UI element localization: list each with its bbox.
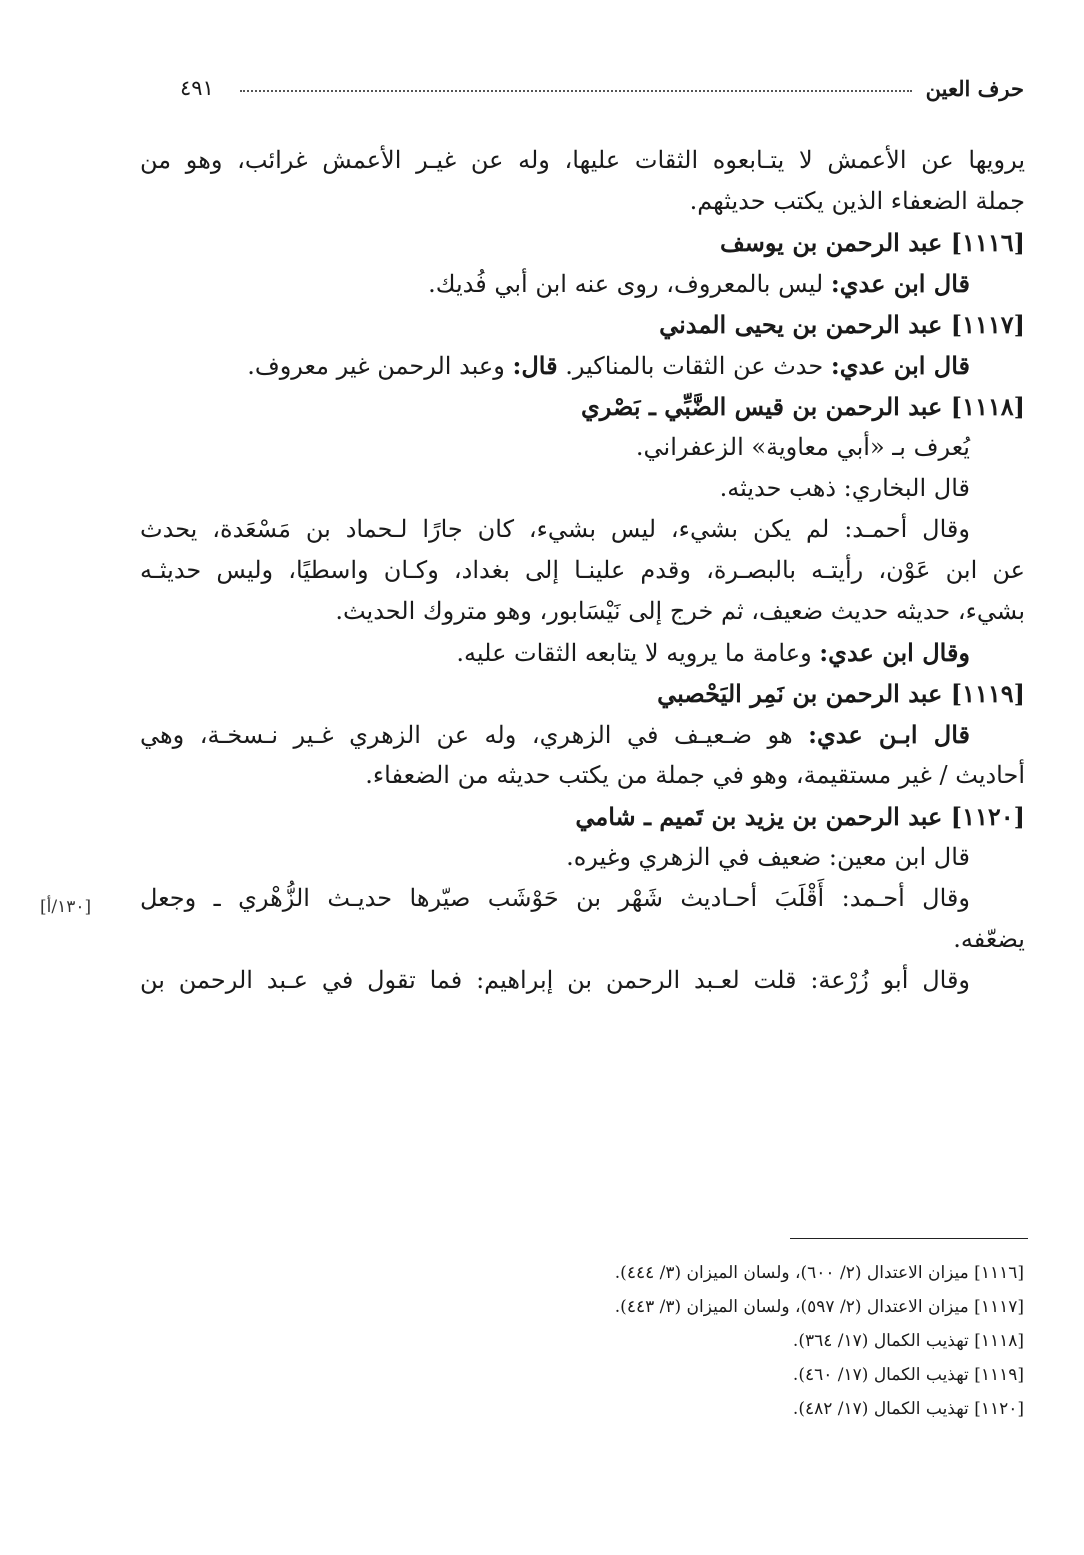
footnote: [١١١٧] ميزان الاعتدال (٢/ ٥٩٧)، ولسان الميزان (٣/ ٤٤٣).	[614, 1297, 1024, 1317]
quote-text: وعامة ما يرويه لا يتابعه الثقات عليه.	[456, 639, 820, 667]
speaker-label: قال ابن عدي:	[830, 269, 970, 298]
speaker-label: وقال ابن عدي:	[819, 638, 970, 667]
footnote: [١١١٨] تهذيب الكمال (١٧/ ٣٦٤).	[792, 1331, 1024, 1351]
speaker-label: قال ابـن عدي:	[808, 720, 970, 749]
text-line	[140, 714, 1025, 755]
footnote: [١١٢٠] تهذيب الكمال (١٧/ ٤٨٢).	[792, 1399, 1024, 1419]
text-line: جملة الضعفاء الذين يكتب حديثهم.	[689, 187, 1025, 215]
entry-heading-1116: [١١١٦] عبد الرحمن بن يوسف	[719, 228, 1025, 257]
page-header	[150, 76, 1024, 110]
chapter-title: حرف العين	[925, 76, 1024, 101]
entry-heading-1119: [١١١٩] عبد الرحمن بن نَمِر اليَحْصبي	[657, 679, 1025, 708]
footnotes	[324, 1256, 1024, 1426]
text-line: أحاديث / غير مستقيمة، وهو في جملة من يكتب حديثه من الضعفاء.	[365, 761, 1025, 789]
text-line: عن ابن عَوْن، رأيتـه بالبصـرة، وقدم علينـا إلى بغداد، وكـان واسطيًا، وليس حديثـه	[140, 556, 1025, 584]
text-line: وقال أحمـد: لم يكن بشيء، ليس بشيء، كان جارًا لـحماد بن مَسْعَدة، يحدث	[140, 515, 970, 543]
manuscript-folio-ref: [١٣٠/أ]	[40, 897, 92, 917]
footnote: [١١١٩] تهذيب الكمال (١٧/ ٤٦٠).	[792, 1365, 1024, 1385]
quote-text: وعبد الرحمن غير معروف.	[247, 352, 513, 380]
page-number: ٤٩١	[180, 76, 214, 100]
text-line	[140, 632, 1025, 673]
main-text	[140, 140, 1025, 1001]
quote-text: حدث عن الثقات بالمناكير.	[557, 352, 831, 380]
speaker-label: قال:	[512, 351, 558, 380]
entry-heading-1117: [١١١٧] عبد الرحمن بن يحيى المدني	[659, 310, 1025, 339]
text-line: قال ابن معين: ضعيف في الزهري وغيره.	[566, 843, 970, 871]
quote-text: هو ضـعيـف في الزهري، وله عن الزهري غـير نـسخـة، وهي	[140, 721, 809, 749]
text-line: قال البخاري: ذهب حديثه.	[719, 474, 970, 502]
speaker-label: قال ابن عدي:	[830, 351, 970, 380]
text-line	[140, 263, 1025, 304]
text-line: يرويها عن الأعمش لا يتـابعوه الثقات عليها، وله عن غيـر الأعمش غرائب، وهو من	[140, 146, 1025, 174]
footnote-separator	[790, 1238, 1028, 1239]
entry-heading-1120: [١١٢٠] عبد الرحمن بن يزيد بن تَميم ـ شامي	[575, 802, 1025, 831]
text-line: يُعرف بـ «أبي معاوية» الزعفراني.	[635, 433, 970, 461]
quote-text: ليس بالمعروف، روى عنه ابن أبي فُديك.	[428, 270, 831, 298]
footnote: [١١١٦] ميزان الاعتدال (٢/ ٦٠٠)، ولسان الميزان (٣/ ٤٤٤).	[614, 1263, 1024, 1283]
text-line: وقال أبو زُرْعة: قلت لعـبد الرحمن بن إبراهيم: فما تقول في عـبد الرحمن بن	[140, 966, 971, 994]
text-line: وقال أحـمد: أَقْلَبَ أحـاديث شَهْر بن حَوْشَب صيّرها حديـث الزُّهْري ـ وجعل	[140, 884, 970, 912]
text-line	[140, 345, 1025, 386]
entry-heading-1118: [١١١٨] عبد الرحمن بن قيس الضَّبِّي ـ بَصْري	[581, 392, 1025, 421]
header-dotted-rule	[240, 90, 912, 92]
text-line: يضعّفه.	[953, 925, 1025, 953]
text-line: بشيء، حديثه حديث ضعيف، ثم خرج إلى نَيْسَابور، وهو متروك الحديث.	[335, 597, 1025, 625]
